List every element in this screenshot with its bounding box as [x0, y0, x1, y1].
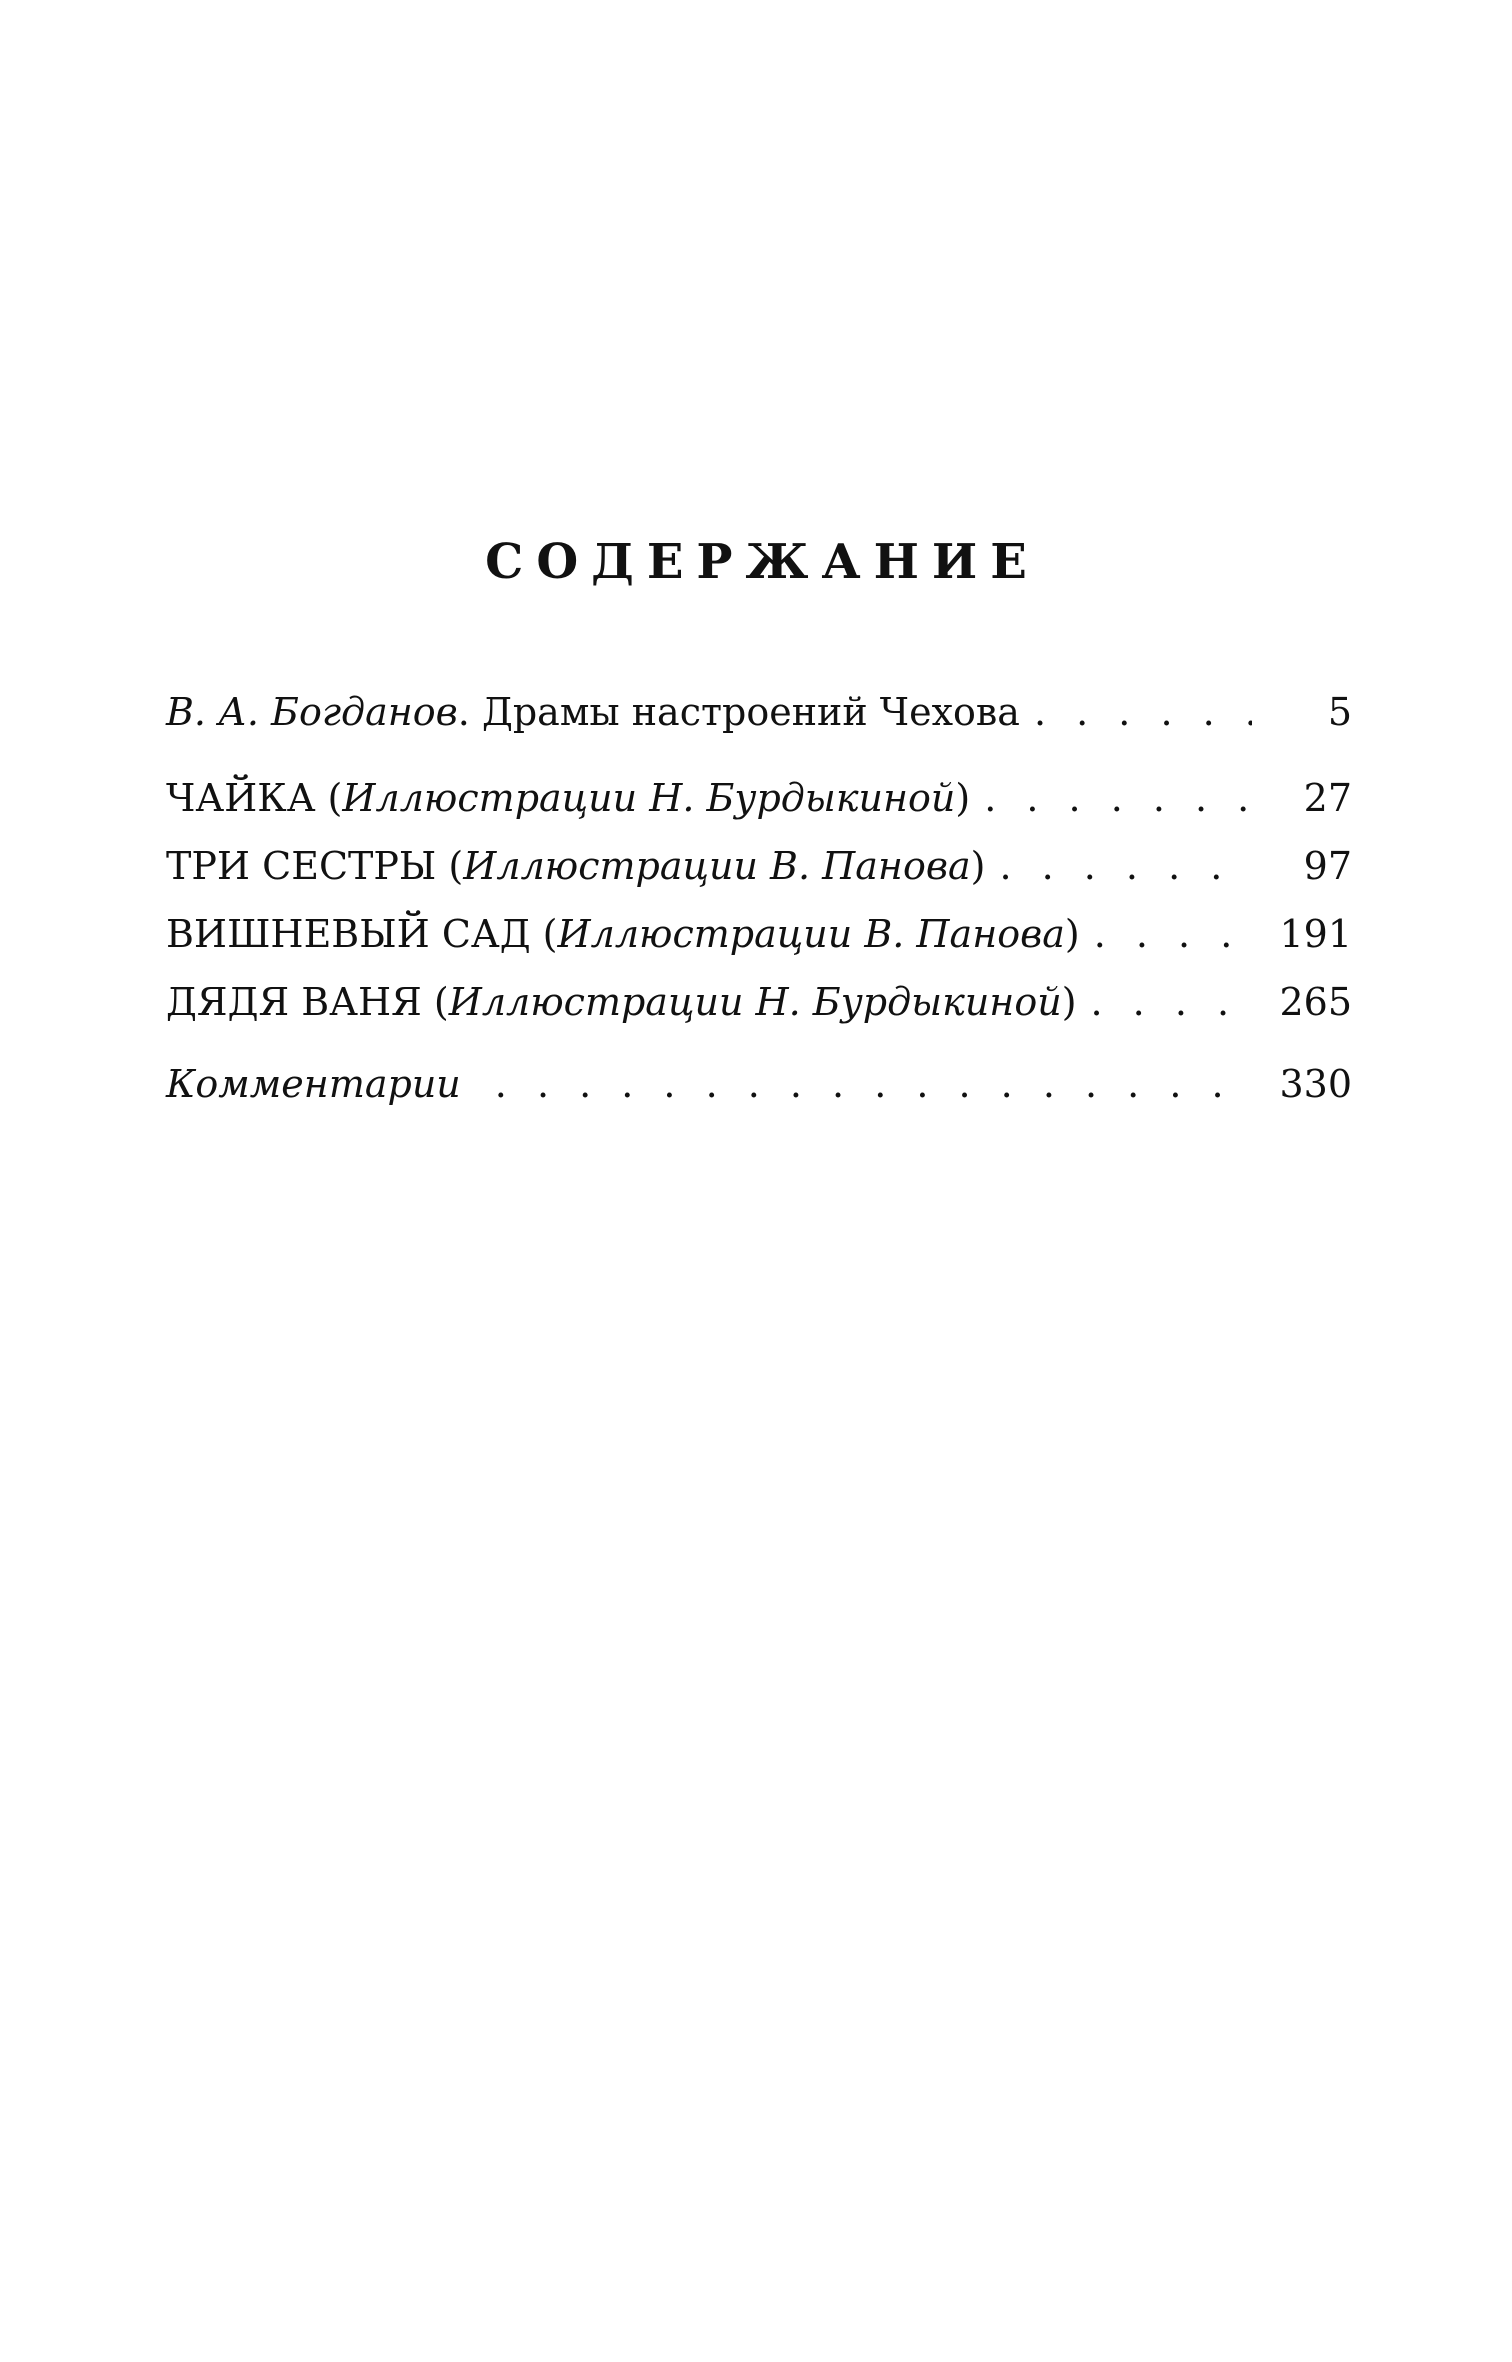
toc-page-number: 191 — [1279, 912, 1352, 956]
toc-entry-suffix: ) — [1064, 912, 1080, 956]
toc-page-number: 5 — [1327, 690, 1352, 734]
toc-page-number: 330 — [1279, 1062, 1352, 1106]
toc-entry-vishnevyi-sad[interactable] — [166, 908, 1352, 960]
dot-leader — [999, 840, 1252, 892]
toc-entry-title — [166, 772, 970, 824]
toc-entry-text: ЧАЙКА ( — [166, 776, 343, 820]
toc-entry-suffix: ) — [970, 844, 986, 888]
toc-entry-text: ВИШНЕВЫЙ САД ( — [166, 912, 558, 956]
toc-entry-kommentarii[interactable] — [166, 1058, 1352, 1110]
toc-entry-suffix: ) — [1061, 980, 1077, 1024]
dot-leader — [984, 772, 1252, 824]
toc-entry-title — [166, 908, 1080, 960]
toc-entry-illustrator: Иллюстрации В. Панова — [557, 912, 1065, 956]
dot-leader — [1091, 976, 1252, 1028]
page-title: СОДЕРЖАНИЕ — [485, 534, 1040, 590]
toc-entry-chaika[interactable] — [166, 772, 1352, 824]
toc-page-number: 97 — [1303, 844, 1352, 888]
toc-entry-tri-sestry[interactable] — [166, 840, 1352, 892]
dot-leader — [1094, 908, 1252, 960]
toc-entry-illustrator: Иллюстрации Н. Бурдыкиной — [448, 980, 1062, 1024]
toc-entry-title — [166, 686, 1020, 738]
dot-leader — [495, 1058, 1252, 1110]
toc-page-number: 27 — [1303, 776, 1352, 820]
toc-entry-title — [166, 840, 985, 892]
toc-entry-illustrator: Иллюстрации В. Панова — [463, 844, 971, 888]
toc-entry-illustrator: Иллюстрации Н. Бурдыкиной — [342, 776, 956, 820]
toc-entry-dyadya-vanya[interactable] — [166, 976, 1352, 1028]
toc-entry-text: Комментарии — [166, 1062, 461, 1106]
toc-entry-text: ТРИ СЕСТРЫ ( — [166, 844, 464, 888]
toc-entry-text: . Драмы настроений Чехова — [457, 690, 1020, 734]
toc-entry-text: ДЯДЯ ВАНЯ ( — [166, 980, 449, 1024]
toc-entry-author: В. А. Богданов — [166, 690, 458, 734]
toc-entry-title — [166, 1058, 461, 1110]
toc-entry-bogdanov[interactable] — [166, 686, 1352, 738]
toc-page-number: 265 — [1279, 980, 1352, 1024]
toc-entry-title — [166, 976, 1077, 1028]
toc-entry-suffix: ) — [955, 776, 971, 820]
dot-leader — [1034, 686, 1252, 738]
